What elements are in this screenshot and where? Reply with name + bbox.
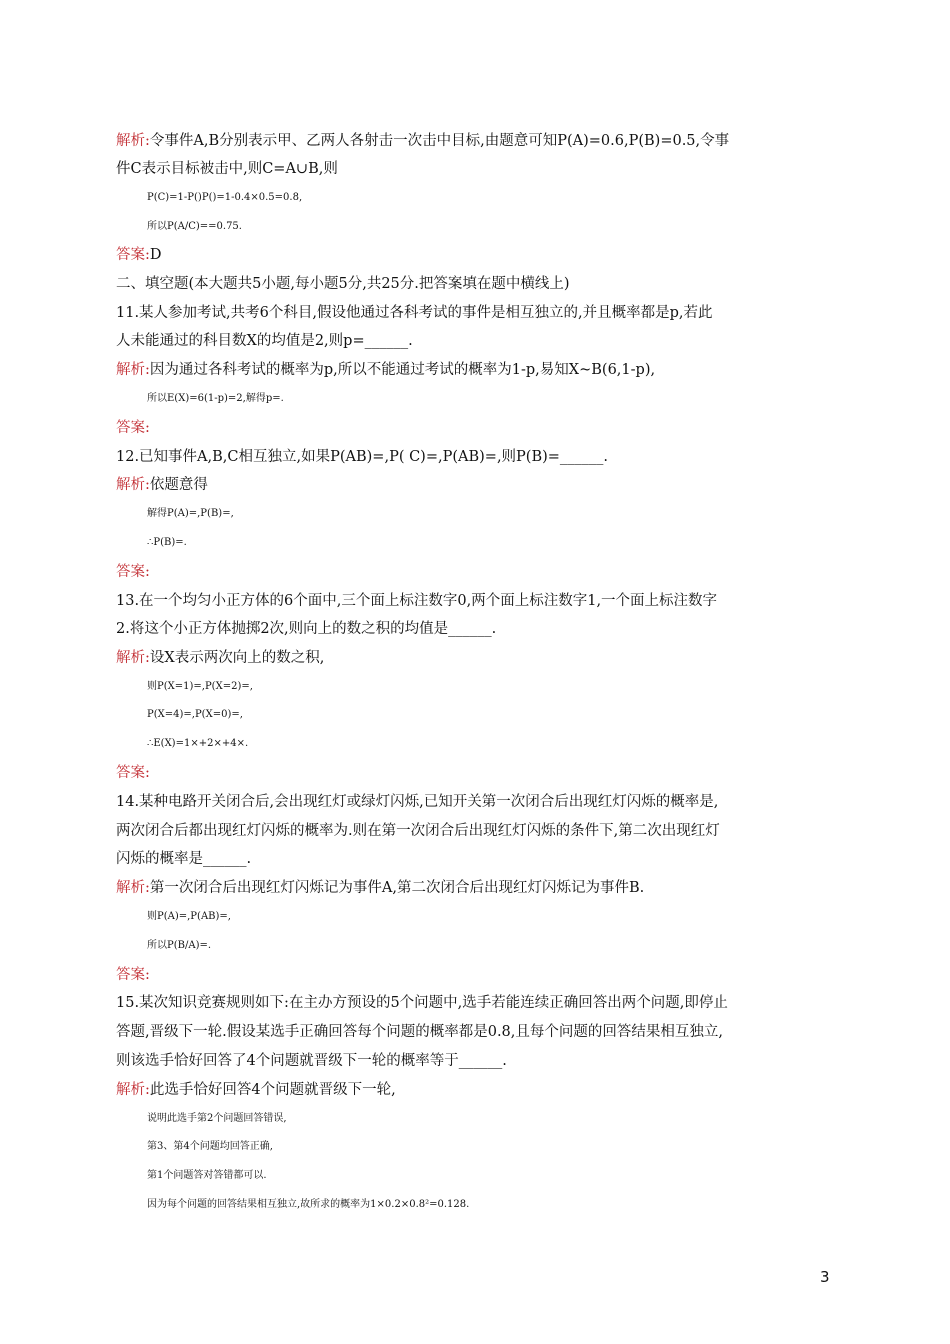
q10-answer: 答案:D — [116, 247, 162, 263]
page-number: 3 — [820, 1268, 830, 1286]
q13-analysis-line-2: 则P(X=1)=,P(X=2)=, — [147, 681, 253, 692]
q14-answer — [116, 965, 836, 985]
q10-analysis-line-3: P(C)=1-P()P()=1-0.4×0.5=0.8, — [147, 192, 303, 203]
q12-analysis-line-2: 解得P(A)=,P(B)=, — [147, 508, 234, 519]
q13-analysis-line-3: P(X=4)=,P(X=0)=, — [147, 709, 243, 720]
q10-analysis-line-2: 件C表示目标被击中,则C=A∪B,则 — [116, 161, 338, 177]
q15-question-line-1: 15.某次知识竞赛规则如下:在主办方预设的5个问题中,选手若能连续正确回答出两个问题,即停止 — [116, 995, 728, 1011]
q15-analysis-line-2: 说明此选手第2个问题回答错误, — [147, 1113, 287, 1124]
q15-analysis-line-5: 因为每个问题的回答结果相互独立,故所求的概率为1×0.2×0.8²=0.128. — [147, 1199, 470, 1210]
q13-analysis-line-1: 解析:设X表示两次向上的数之积, — [116, 650, 325, 666]
q14-analysis-line-2: 则P(A)=,P(AB)=, — [147, 911, 231, 922]
q13-answer — [116, 763, 836, 783]
q12-question-line-1: 12.已知事件A,B,C相互独立,如果P(AB)=,P( C)=,P(AB)=,则P(B)=______. — [116, 449, 609, 465]
answer-label: 答案: — [116, 564, 150, 580]
q14-analysis-line-1: 解析:第一次闭合后出现红灯闪烁记为事件A,第二次闭合后出现红灯闪烁记为事件B. — [116, 880, 645, 896]
q11-question-line-1: 11.某人参加考试,共考6个科目,假设他通过各科考试的事件是相互独立的,并且概率都是p,若此 — [116, 305, 713, 321]
analysis-label: 解析: — [116, 477, 150, 493]
q13-analysis-line-4: ∴E(X)=1×+2×+4×. — [147, 738, 249, 749]
q12-answer — [116, 562, 836, 582]
q15-analysis-line-1: 解析:此选手恰好回答4个问题就晋级下一轮, — [116, 1082, 396, 1098]
q13-question-line-1: 13.在一个均匀小正方体的6个面中,三个面上标注数字0,两个面上标注数字1,一个面上标注数字 — [116, 593, 718, 609]
q14-question-line-1: 14.某种电路开关闭合后,会出现红灯或绿灯闪烁,已知开关第一次闭合后出现红灯闪烁的概率是, — [116, 794, 719, 810]
q12-analysis-line-3: ∴P(B)=. — [147, 537, 187, 548]
answer-label: 答案: — [116, 420, 150, 436]
analysis-label: 解析: — [116, 362, 150, 378]
q13-question-line-2: 2.将这个小正方体抛掷2次,则向上的数之积的均值是______. — [116, 621, 497, 637]
q11-analysis-line-1: 解析:因为通过各科考试的概率为p,所以不能通过考试的概率为1-p,易知X~B(6,1-p), — [116, 362, 656, 378]
q10-analysis-line-1: 解析:令事件A,B分别表示甲、乙两人各射击一次击中目标,由题意可知P(A)=0.6,P(B)=0.5,令事 — [116, 133, 730, 149]
q11-question-line-2: 人未能通过的科目数X的均值是2,则p=______. — [116, 333, 413, 349]
answer-label: 答案: — [116, 967, 150, 983]
analysis-label: 解析: — [116, 1082, 150, 1098]
analysis-label: 解析: — [116, 880, 150, 896]
analysis-label: 解析: — [116, 133, 150, 149]
answer-label: 答案: — [116, 765, 150, 781]
section-heading: 二、填空题(本大题共5小题,每小题5分,共25分.把答案填在题中横线上) — [116, 276, 570, 292]
q11-answer — [116, 418, 836, 438]
q15-question-line-2: 答题,晋级下一轮.假设某选手正确回答每个问题的概率都是0.8,且每个问题的回答结果相互独立, — [116, 1024, 723, 1040]
q14-analysis-line-3: 所以P(B/A)=. — [147, 940, 212, 951]
q10-analysis-line-4: 所以P(A/C)==0.75. — [147, 221, 242, 232]
q11-analysis-line-2: 所以E(X)=6(1-p)=2,解得p=. — [147, 393, 284, 404]
q12-analysis-line-1: 解析:依题意得 — [116, 477, 208, 493]
q15-analysis-line-4: 第1个问题答对答错都可以. — [147, 1170, 267, 1181]
analysis-label: 解析: — [116, 650, 150, 666]
q14-question-line-3: 闪烁的概率是______. — [116, 851, 252, 867]
q14-question-line-2: 两次闭合后都出现红灯闪烁的概率为.则在第一次闭合后出现红灯闪烁的条件下,第二次出现红灯 — [116, 823, 720, 839]
q15-question-line-3: 则该选手恰好回答了4个问题就晋级下一轮的概率等于______. — [116, 1053, 507, 1069]
q15-analysis-line-3: 第3、第4个问题均回答正确, — [147, 1141, 273, 1152]
answer-label: 答案: — [116, 247, 150, 263]
